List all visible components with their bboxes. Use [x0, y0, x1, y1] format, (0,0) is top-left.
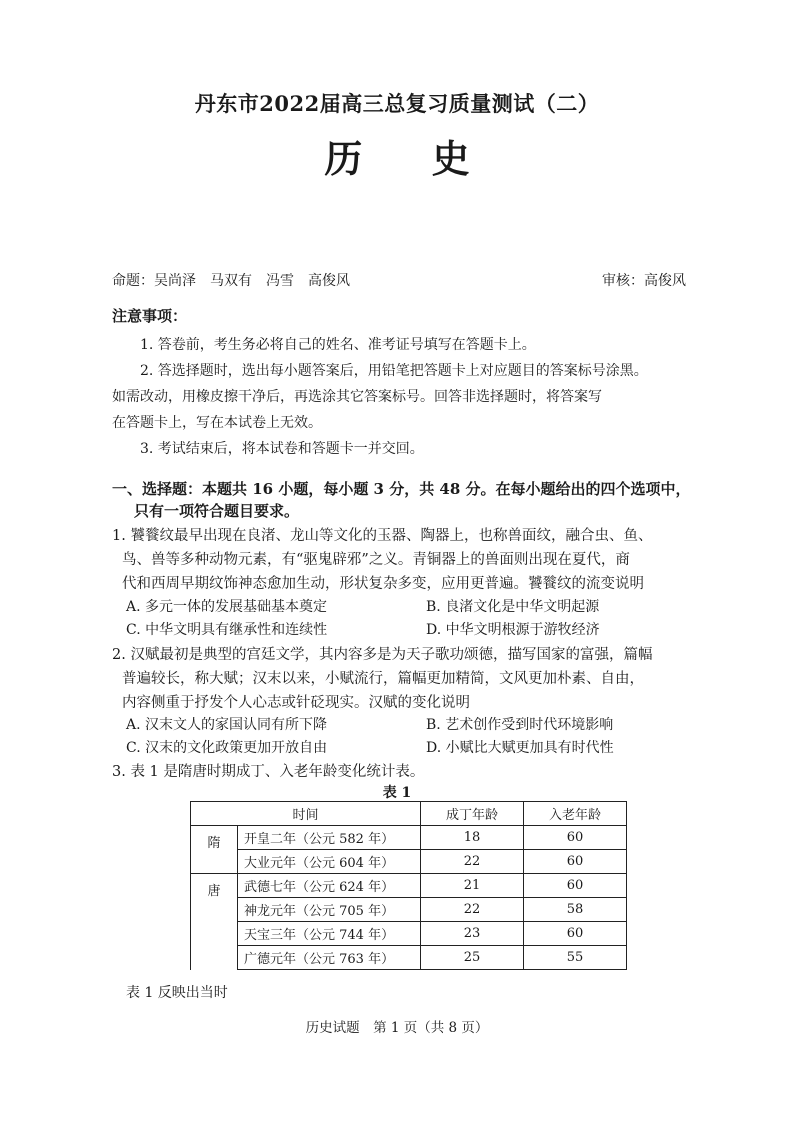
q2-option-b: B. 艺术创作受到时代环境影响 — [426, 717, 614, 733]
q3-intro: 3. 表 1 是隋唐时期成丁、入老年龄变化统计表。 — [112, 764, 425, 780]
table-row — [191, 922, 627, 946]
row-period: 大业元年（公元 604 年） — [238, 850, 421, 874]
table-row — [191, 946, 627, 970]
row-lao: 60 — [524, 850, 627, 874]
subject-title: 历 史 — [324, 136, 498, 181]
q2-line-1: 2. 汉赋最初是典型的宫廷文学，其内容多是为天子歌功颂德，描写国家的富强，篇幅 — [112, 647, 653, 663]
header-ding: 成丁年龄 — [421, 802, 524, 826]
row-period: 神龙元年（公元 705 年） — [238, 898, 421, 922]
q1-option-d: D. 中华文明根源于游牧经济 — [426, 622, 600, 638]
q2-option-c: C. 汉末的文化政策更加开放自由 — [126, 740, 328, 756]
notice-line-3: 如需改动，用橡皮擦干净后，再选涂其它答案标号。回答非选择题时，将答案写 — [112, 389, 602, 405]
row-ding: 21 — [421, 874, 524, 898]
header-lao: 入老年龄 — [524, 802, 627, 826]
table-header-row — [191, 802, 627, 826]
q2-line-3: 内容侧重于抒发个人心志或针砭现实。汉赋的变化说明 — [122, 695, 470, 711]
row-ding: 23 — [421, 922, 524, 946]
exam-title: 丹东市2022届高三总复习质量测试（二） — [194, 91, 600, 116]
row-ding: 22 — [421, 898, 524, 922]
row-lao: 60 — [524, 922, 627, 946]
table-caption: 表 1 — [382, 785, 412, 801]
q3-stem-end: 表 1 反映出当时 — [126, 985, 228, 1001]
row-lao: 58 — [524, 898, 627, 922]
q1-option-c: C. 中华文明具有继承性和连续性 — [126, 622, 328, 638]
q2-option-a: A. 汉末文人的家国认同有所下降 — [126, 717, 328, 733]
age-table — [190, 801, 627, 970]
row-lao: 60 — [524, 874, 627, 898]
notice-line-4: 在答题卡上，写在本试卷上无效。 — [112, 415, 322, 431]
notice-line-2: 2. 答选择题时，选出每小题答案后，用铅笔把答题卡上对应题目的答案标号涂黑。 — [140, 363, 648, 379]
q1-line-2: 鸟、兽等多种动物元素，有“驱鬼辟邪”之义。青铜器上的兽面则出现在夏代，商 — [122, 552, 630, 568]
row-ding: 18 — [421, 826, 524, 850]
row-period: 武德七年（公元 624 年） — [238, 874, 421, 898]
notice-line-5: 3. 考试结束后，将本试卷和答题卡一并交回。 — [140, 441, 424, 457]
section-heading-cont: 只有一项符合题目要求。 — [134, 502, 300, 520]
dynasty-tang: 唐 — [191, 874, 238, 970]
page-footer: 历史试题 第 1 页（共 8 页） — [305, 1020, 489, 1036]
q2-option-d: D. 小赋比大赋更加具有时代性 — [426, 740, 614, 756]
q2-line-2: 普遍较长，称大赋；汉末以来，小赋流行，篇幅更加精简，文风更加朴素、自由， — [122, 671, 644, 687]
q1-option-b: B. 良渚文化是中华文明起源 — [426, 599, 600, 615]
q1-line-1: 1. 饕餮纹最早出现在良渚、龙山等文化的玉器、陶器上，也称兽面纹，融合虫、鱼、 — [112, 528, 653, 544]
section-heading: 一、选择题：本题共 16 小题，每小题 3 分，共 48 分。在每小题给出的四个选项中， — [112, 480, 691, 498]
row-ding: 25 — [421, 946, 524, 970]
row-period: 天宝三年（公元 744 年） — [238, 922, 421, 946]
table-row — [191, 826, 627, 850]
row-period: 开皇二年（公元 582 年） — [238, 826, 421, 850]
q1-option-a: A. 多元一体的发展基础基本奠定 — [126, 599, 328, 615]
notice-line-1: 1. 答卷前，考生务必将自己的姓名、准考证号填写在答题卡上。 — [140, 337, 536, 353]
authors-line: 命题：吴尚泽 马双有 冯雪 高俊风 — [112, 273, 350, 289]
reviewer-line: 审核：高俊风 — [602, 273, 686, 289]
q1-line-3: 代和西周早期纹饰神态愈加生动，形状复杂多变，应用更普遍。饕餮纹的流变说明 — [122, 576, 644, 592]
row-lao: 60 — [524, 826, 627, 850]
notice-heading: 注意事项： — [112, 307, 188, 325]
dynasty-sui: 隋 — [191, 826, 238, 874]
table-row — [191, 898, 627, 922]
row-period: 广德元年（公元 763 年） — [238, 946, 421, 970]
header-period: 时间 — [191, 802, 421, 826]
row-lao: 55 — [524, 946, 627, 970]
row-ding: 22 — [421, 850, 524, 874]
table-row — [191, 850, 627, 874]
table-row — [191, 874, 627, 898]
